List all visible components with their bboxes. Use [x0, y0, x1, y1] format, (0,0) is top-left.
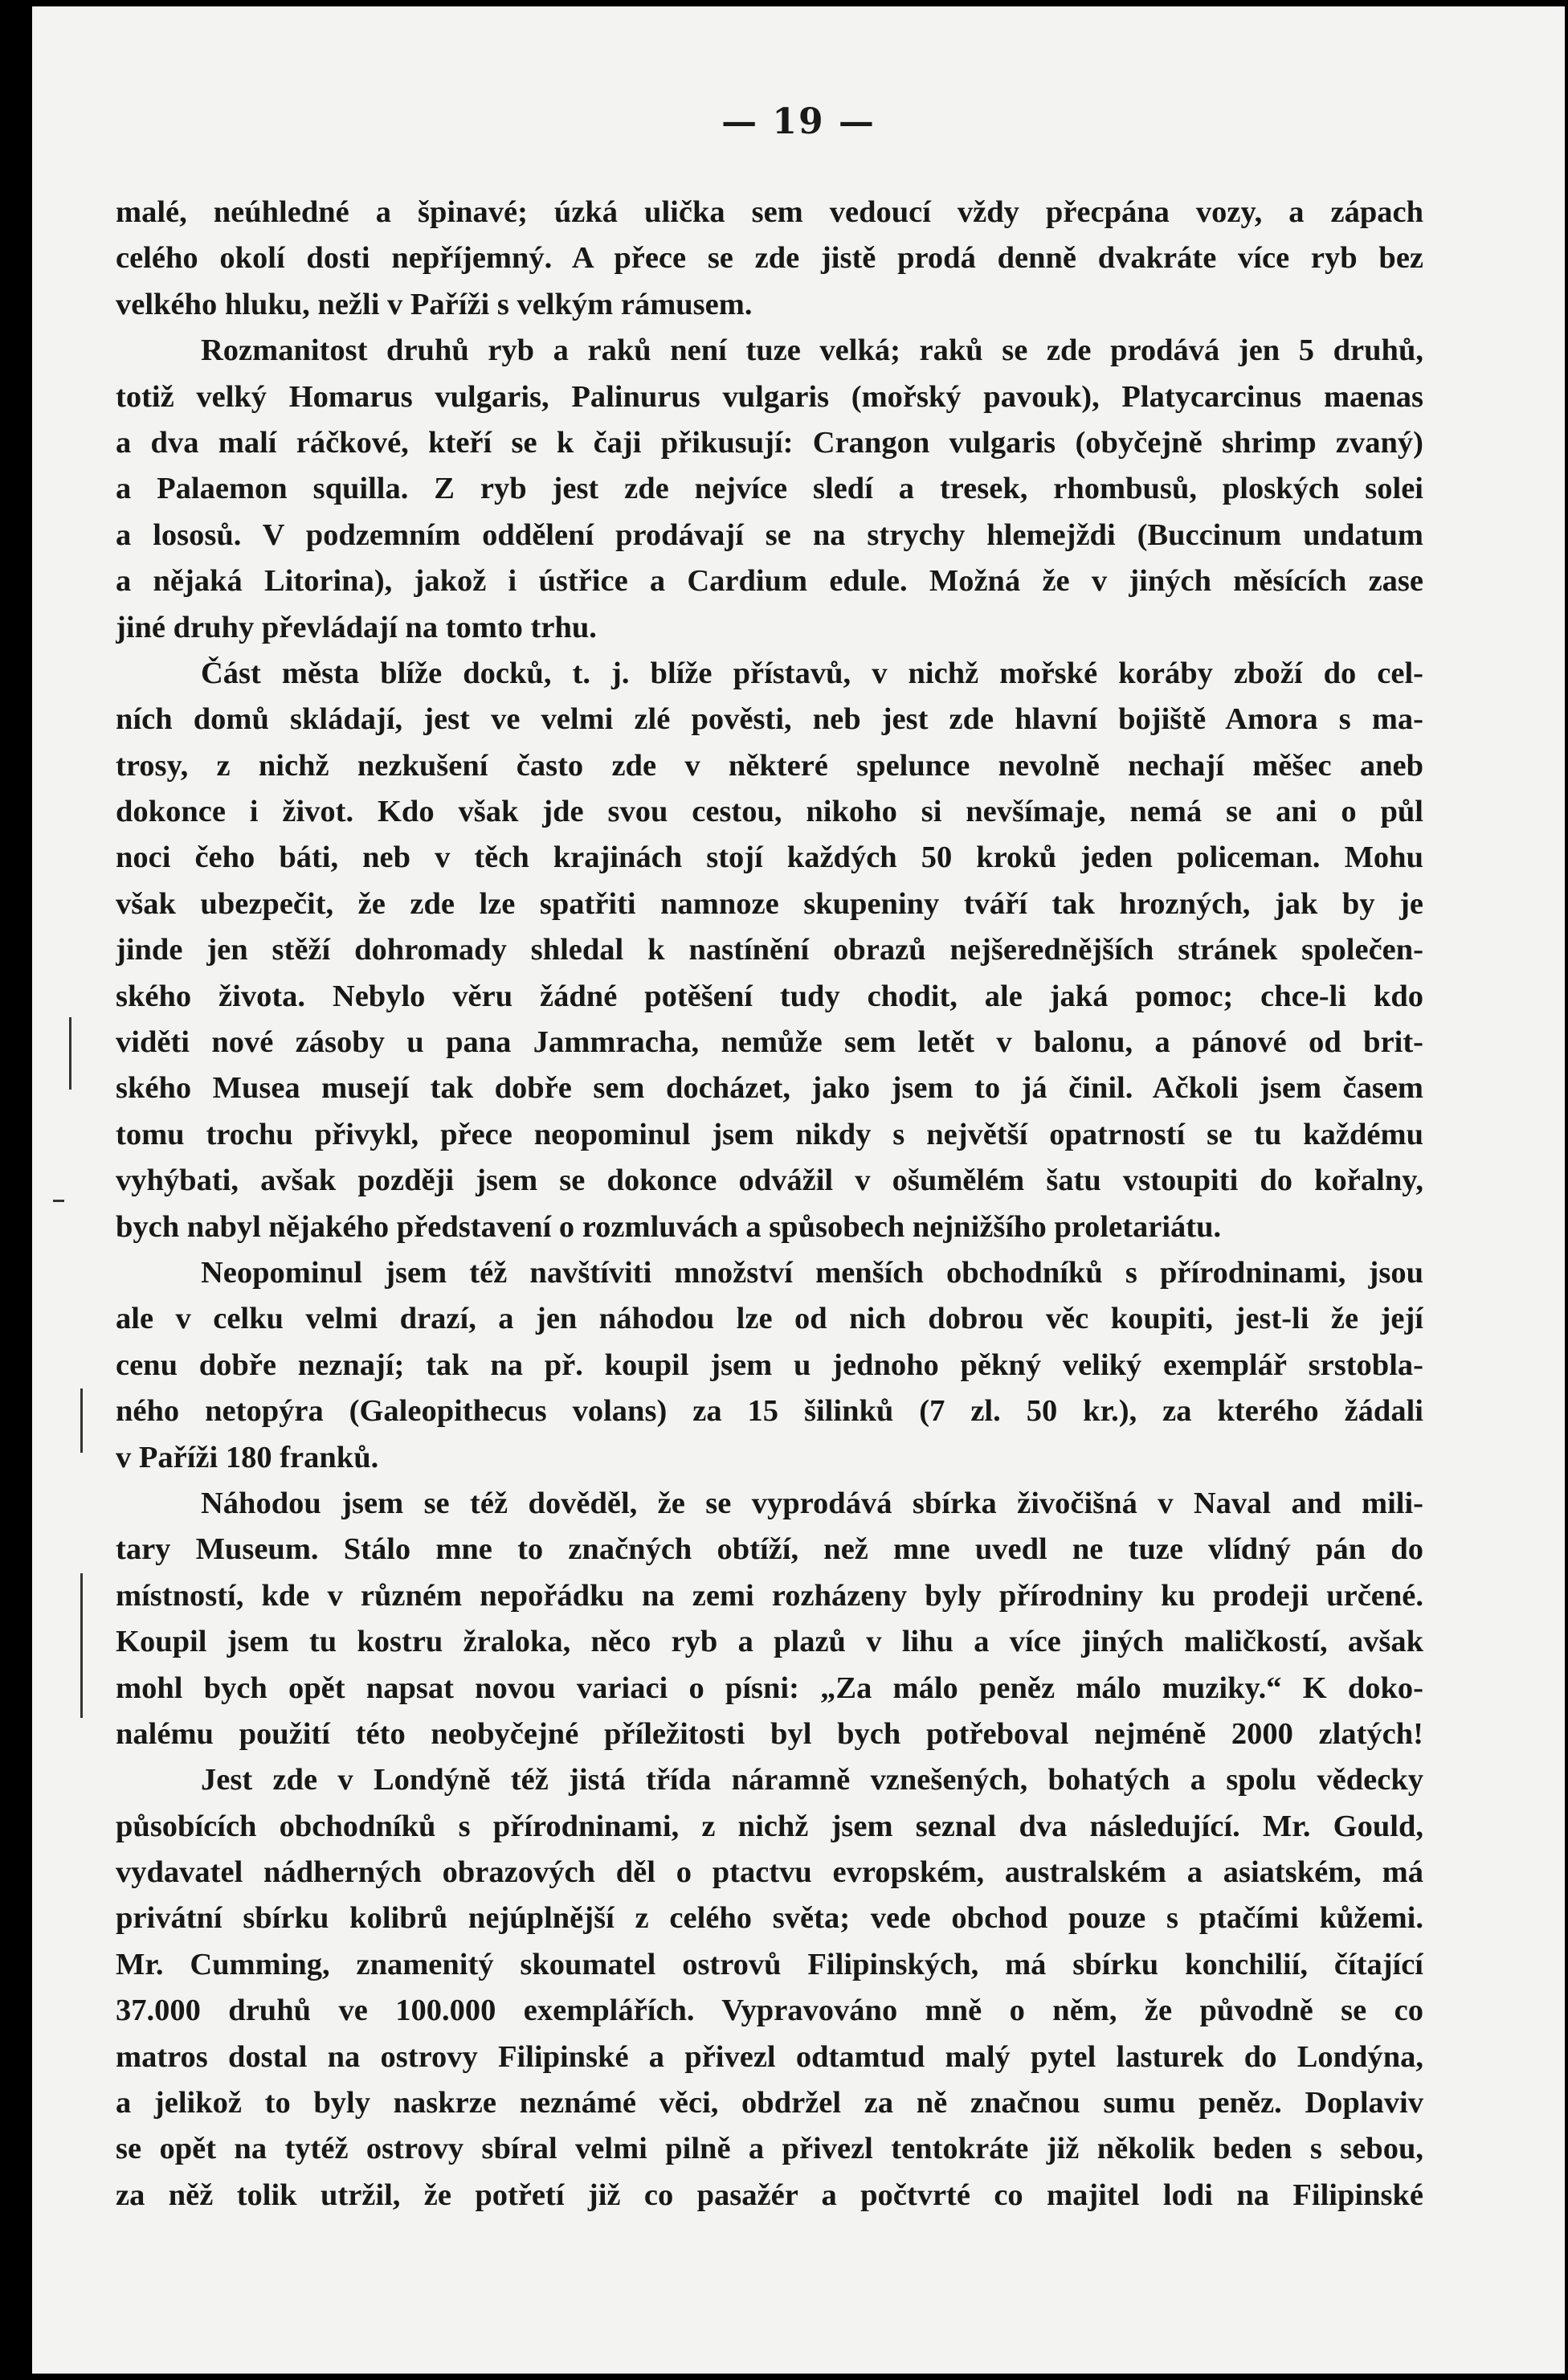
text-line: dokonce i život. Kdo však jde svou cestou, nikoho si nevšímaje, nemá se ani o půl [116, 795, 1423, 829]
scanned-page [32, 6, 1565, 2374]
text-line: ale v celku velmi drazí, a jen náhodou lze od nich dobrou věc koupiti, jest-li že její [116, 1302, 1423, 1336]
text-line: v Paříži 180 franků. [116, 1440, 379, 1474]
text-line: viděti nové zásoby u pana Jammracha, nemůže sem letět v balonu, a pánové od brit- [116, 1025, 1423, 1060]
text-line: a lososů. V podzemním oddělení prodávají se na strychy hlemejždi (Buccinum undatum [116, 517, 1423, 552]
text-line: vydavatel nádherných obrazových děl o ptactvu evropském, australském a asiatském, má [116, 1855, 1423, 1890]
margin-mark [53, 1200, 64, 1202]
text-line: nalému použití této neobyčejné příležitosti byl bych potřeboval nejméně 2000 zlatých! [116, 1716, 1423, 1751]
text-line: místností, kde v různém nepořádku na zemi rozházeny byly přírodniny ku prodeji určené. [116, 1578, 1423, 1613]
text-line: jinde jen stěží dohromady shledal k nastínění obrazů nejšerednějších stránek společen- [116, 933, 1423, 967]
text-line: trosy, z nichž nezkušení často zde v některé spelunce nevolně nechají měšec aneb [116, 748, 1423, 783]
text-line: bych nabyl nějakého představení o rozmluvách a spůsobech nejnižšího proletariátu. [116, 1209, 1222, 1244]
body-text [116, 190, 1423, 2218]
text-line: vyhýbati, avšak později jsem se dokonce odvážil v ošumělém šatu vstoupiti do kořalny, [116, 1163, 1423, 1198]
text-line: se opět na tytéž ostrovy sbíral velmi pilně a přivezl tentokráte již několik beden s sebou, [116, 2132, 1423, 2166]
text-line: a jelikož to byly naskrze neznámé věci, obdržel za ně značnou sumu peněz. Doplaviv [116, 2086, 1423, 2120]
text-line: ného netopýra (Galeopithecus volans) za 15 šilinků (7 zl. 50 kr.), za kterého žádali [116, 1394, 1423, 1429]
text-line: Náhodou jsem se též dověděl, že se vyprodává sbírka živočišná v Naval and mili- [201, 1486, 1423, 1520]
margin-mark [80, 1573, 83, 1718]
text-line: privátní sbírku kolibrů nejúplnější z celého světa; vede obchod pouze s ptačími kůžemi. [116, 1901, 1423, 1936]
text-line: matros dostal na ostrovy Filipinské a přivezl odtamtud malý pytel lasturek do Londýna, [116, 2039, 1423, 2074]
text-line: Jest zde v Londýně též jistá třída náramně vznešených, bohatých a spolu vědecky [201, 1763, 1423, 1797]
text-line: ského života. Nebylo věru žádné potěšení tudy chodit, ale jaká pomoc; chce-li kdo [116, 979, 1423, 1013]
text-line: a dva malí ráčkové, kteří se k čaji přikusují: Crangon vulgaris (obyčejně shrimp zvaný) [116, 425, 1423, 460]
text-line: totiž velký Homarus vulgaris, Palinurus vulgaris (mořský pavouk), Platycarcinus maenas [116, 379, 1423, 414]
text-line: za něž tolik utržil, že potřetí již co pasažér a počtvrté co majitel lodi na Filipinské [116, 2178, 1423, 2212]
text-line: působících obchodníků s přírodninami, z nichž jsem seznal dva následující. Mr. Gould, [116, 1809, 1423, 1843]
text-line: však ubezpečit, že zde lze spatřiti namnoze skupeniny tváří tak hrozných, jak by je [116, 886, 1423, 921]
text-line: ních domů skládají, jest ve velmi zlé pověsti, neb jest zde hlavní bojiště Amora s ma- [116, 702, 1423, 737]
text-line: Část města blíže docků, t. j. blíže přístavů, v nichž mořské koráby zboží do cel- [201, 656, 1423, 690]
text-line: Koupil jsem tu kostru žraloka, něco ryb a plazů v lihu a více jiných maličkostí, avšak [116, 1625, 1423, 1659]
margin-mark [80, 1388, 83, 1453]
text-line: noci čeho báti, neb v těch krajinách stojí každých 50 kroků jeden policeman. Mohu [116, 840, 1423, 875]
text-line: a nějaká Litorina), jakož i ústřice a Cardium edule. Možná že v jiných měsících zase [116, 564, 1423, 599]
text-line: velkého hluku, nežli v Paříži s velkým rámusem. [116, 287, 753, 321]
text-line: Mr. Cumming, znamenitý skoumatel ostrovů Filipinských, má sbírku konchilií, čítající [116, 1947, 1423, 1981]
text-line: Neopominul jsem též navštíviti množství menších obchodníků s přírodninami, jsou [201, 1255, 1423, 1290]
text-line: malé, neúhledné a špinavé; úzká ulička sem vedoucí vždy přecpána vozy, a zápach [116, 195, 1423, 229]
text-line: Rozmanitost druhů ryb a raků není tuze velká; raků se zde prodává jen 5 druhů, [201, 333, 1423, 368]
text-line: 37.000 druhů ve 100.000 exemplářích. Vypravováno mně o něm, že původně se co [116, 1994, 1423, 2028]
text-line: ského Musea musejí tak dobře sem docházet, jako jsem to já činil. Ačkoli jsem časem [116, 1071, 1423, 1106]
page-number: — 19 — [721, 101, 876, 142]
text-line: jiné druhy převládají na tomto trhu. [116, 610, 597, 644]
text-line: a Palaemon squilla. Z ryb jest zde nejvíce sledí a tresek, rhombusů, ploských solei [116, 472, 1423, 506]
text-line: tomu trochu přivykl, přece neopominul jsem nikdy s největší opatrností se tu každému [116, 1117, 1423, 1151]
text-line: celého okolí dosti nepříjemný. A přece se zde jistě prodá denně dvakráte více ryb bez [116, 241, 1423, 276]
margin-mark [69, 1017, 71, 1090]
text-line: tary Museum. Stálo mne to značných obtíží, než mne uvedl ne tuze vlídný pán do [116, 1532, 1423, 1567]
text-line: cenu dobře neznají; tak na př. koupil jsem u jednoho pěkný veliký exemplář srstobla- [116, 1347, 1423, 1382]
text-line: mohl bych opět napsat novou variaci o písni: „Za málo peněz málo muziky.“ K doko- [116, 1670, 1423, 1705]
